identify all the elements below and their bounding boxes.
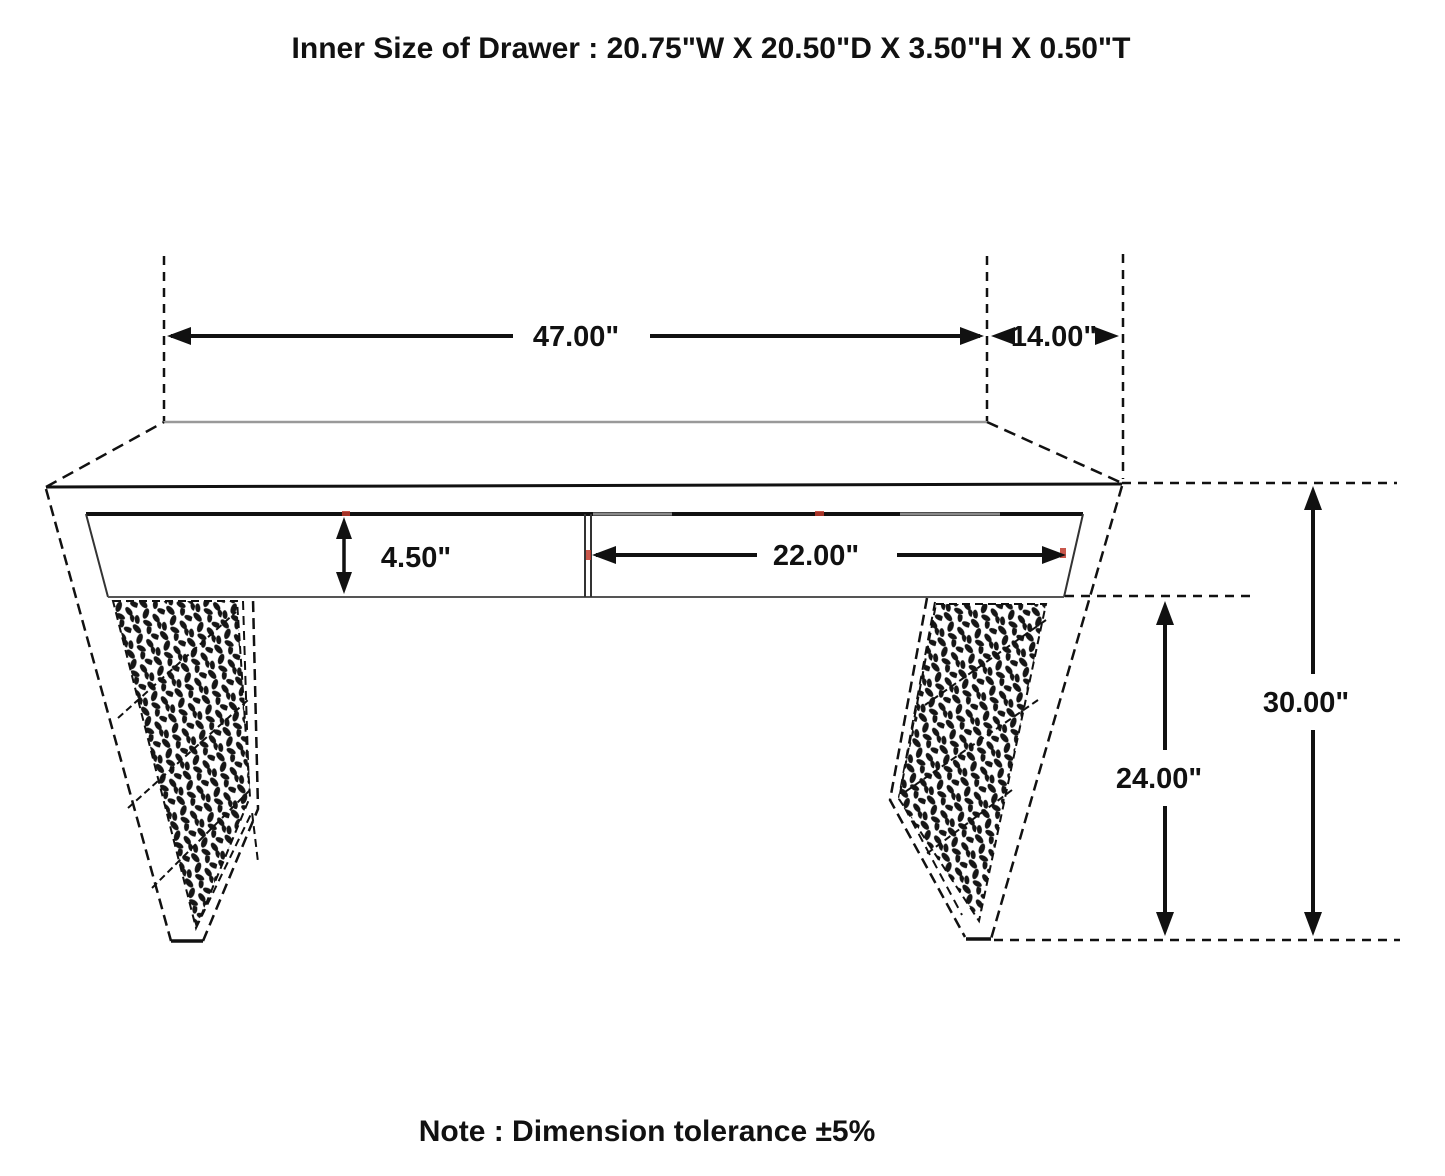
desk-top-right-edge (987, 422, 1122, 483)
arrowhead-up (1304, 486, 1322, 510)
drawer-band-right-edge (1064, 514, 1083, 597)
dim-overall-height-label: 30.00" (1262, 687, 1350, 719)
dim-top-depth (991, 321, 1119, 353)
arrowhead-right (960, 327, 984, 345)
arrowhead-up (1156, 601, 1174, 625)
arrowhead-down (1156, 912, 1174, 936)
left-leg-honeycomb-panel (113, 601, 250, 928)
dim-top-depth-label: 14.00" (1010, 321, 1098, 353)
arrowhead-down (336, 572, 352, 594)
dim-top-width-label: 47.00" (532, 321, 620, 353)
arrowhead-down (1304, 912, 1322, 936)
desk-top-front-edge (46, 484, 1122, 487)
dim-drawer-height-label: 4.50" (380, 542, 452, 574)
desk-top-left-edge (46, 422, 164, 487)
arrowhead-up (336, 517, 352, 539)
arrowhead-left (167, 327, 191, 345)
dim-top-width (167, 321, 984, 353)
drawer-band-left-edge (86, 514, 108, 597)
red-artifact-dot (342, 511, 350, 516)
page-title: Inner Size of Drawer : 20.75"W X 20.50"D X 3.50"H X 0.50"T (291, 32, 1131, 65)
dim-drawer-height (336, 517, 451, 594)
arrowhead-left (592, 546, 616, 564)
red-artifact-dot (586, 550, 591, 560)
right-leg-honeycomb-panel (899, 604, 1046, 921)
dim-leg-clearance (1116, 601, 1202, 936)
left-leg (46, 489, 258, 941)
dim-overall-height (1263, 486, 1349, 936)
desk-drawing (46, 422, 1122, 941)
tolerance-note: Note : Dimension tolerance ±5% (418, 1115, 876, 1148)
arrowhead-right (1095, 327, 1119, 345)
red-artifact-dot (815, 511, 824, 516)
dim-leg-clearance-label: 24.00" (1115, 763, 1203, 795)
dim-drawer-width-label: 22.00" (772, 540, 860, 572)
dim-drawer-width (592, 540, 1066, 572)
